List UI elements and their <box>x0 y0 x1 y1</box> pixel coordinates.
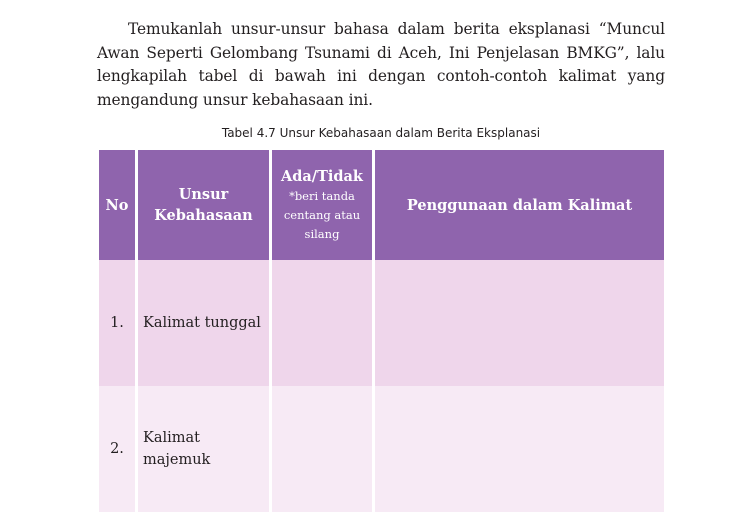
header-no: No <box>99 150 135 260</box>
header-penggunaan: Penggunaan dalam Kalimat <box>375 150 664 260</box>
header-ada-tidak <box>272 150 372 260</box>
row-number: 1. <box>99 260 135 386</box>
language-elements-table <box>96 150 667 512</box>
header-ada-tidak-note: *beri tanda centang atau silang <box>283 189 361 241</box>
table-header-row <box>99 150 664 260</box>
table-row <box>99 386 664 512</box>
table-caption: Tabel 4.7 Unsur Kebahasaan dalam Berita Eksplanasi <box>221 126 541 140</box>
row-penggunaan-cell[interactable] <box>375 260 664 386</box>
header-unsur-label: Unsur Kebahasaan <box>154 186 253 224</box>
row-ada-tidak-cell[interactable] <box>272 260 372 386</box>
row-unsur: Kalimat tunggal <box>138 260 269 386</box>
row-penggunaan-cell[interactable] <box>375 386 664 512</box>
instruction-paragraph: Temukanlah unsur-unsur bahasa dalam berita eksplanasi “Muncul Awan Seperti Gelombang Tsunami di Aceh, Ini Penjelasan BMKG”, lalu lengkapilah tabel di bawah ini dengan contoh-contoh kalimat yang mengandung unsur kebahasaan ini. <box>97 20 665 109</box>
row-ada-tidak-cell[interactable] <box>272 386 372 512</box>
row-unsur: Kalimat majemuk <box>138 386 269 512</box>
table-row <box>99 260 664 386</box>
header-ada-tidak-label: Ada/Tidak <box>281 168 363 185</box>
row-number: 2. <box>99 386 135 512</box>
header-unsur-kebahasaan <box>138 150 269 260</box>
